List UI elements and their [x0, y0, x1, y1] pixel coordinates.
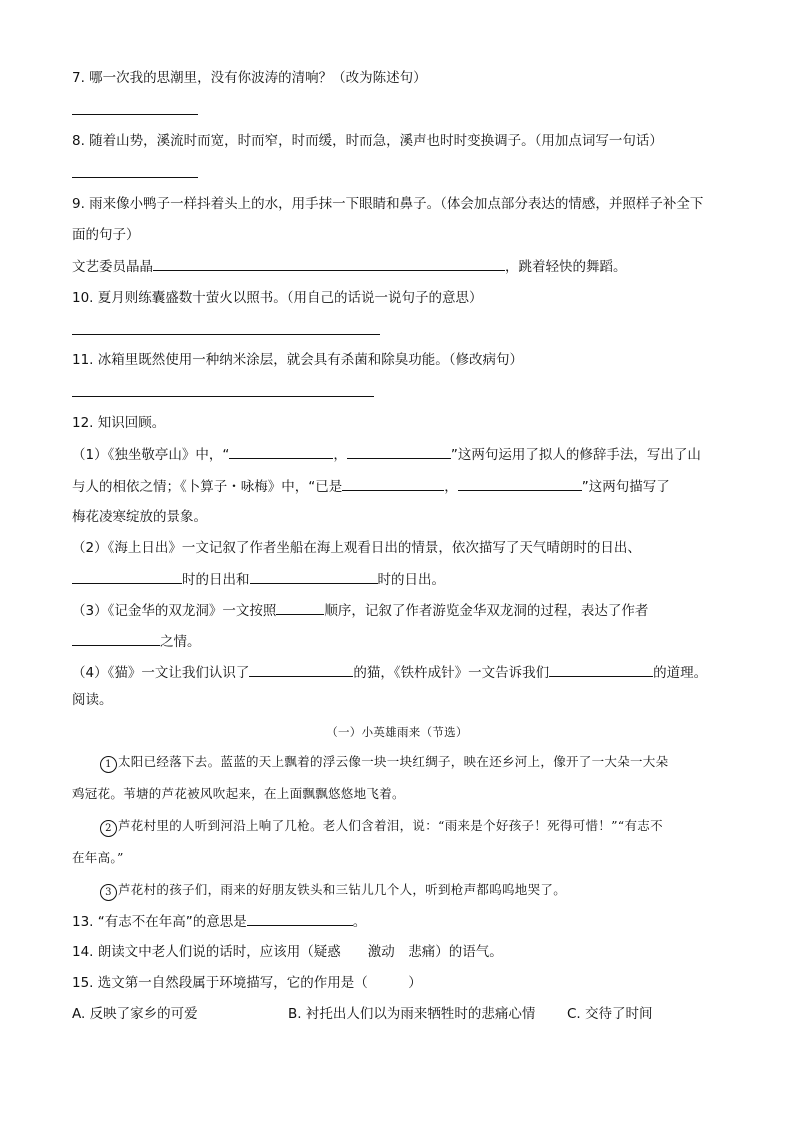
answer-line-10[interactable]	[72, 334, 380, 335]
answer-line-8[interactable]	[72, 177, 198, 178]
text: 之情。	[160, 634, 201, 650]
q15-option-b[interactable]: B. 衬托出人们以为雨来牺牲时的悲痛心情	[288, 1006, 536, 1022]
text: ”这两句运用了拟人的修辞手法，写出了山	[450, 447, 701, 463]
text: 与人的相依之情；《卜算子・咏梅》中，“已是	[72, 479, 343, 495]
text: ，	[444, 479, 458, 495]
blank[interactable]	[72, 631, 160, 646]
text: ，	[333, 447, 347, 463]
q9-blank[interactable]	[153, 256, 505, 271]
question-8: 8. 随着山势，溪流时而宽，时而窄，时而缓，时而急，溪声也时时变换调子。（用加点词写一句话）	[72, 133, 663, 149]
q12-part3-line2	[72, 631, 201, 652]
q12-part3-line1	[72, 600, 648, 621]
question-15: 15. 选文第一自然段属于环境描写，它的作用是（ ）	[72, 975, 422, 991]
blank[interactable]	[229, 444, 333, 459]
question-11: 11. 冰箱里既然使用一种纳米涂层，就会具有杀菌和除臭功能。（修改病句）	[72, 352, 524, 368]
passage-para1-line1	[100, 752, 668, 773]
question-9-line2: 面的句子）	[72, 227, 140, 243]
text: 的猫，《铁杵成针》一文告诉我们	[353, 665, 550, 681]
blank[interactable]	[342, 476, 444, 491]
text: （1）《独坐敬亭山》中，“	[72, 447, 230, 463]
passage-para2-line1	[100, 816, 663, 837]
q12-part2-line2	[72, 569, 445, 590]
para-number-3: 3	[100, 884, 117, 901]
q12-part4	[72, 662, 707, 683]
q15-option-c[interactable]: C. 交待了时间	[567, 1006, 653, 1022]
text: 。	[352, 914, 367, 930]
text: 芦花村里的人听到河沿上响了几枪。老人们含着泪，说：“雨来是个好孩子！死得可惜！”“有志不	[118, 818, 663, 833]
question-7: 7. 哪一次我的思潮里，没有你波涛的清响？（改为陈述句）	[72, 70, 427, 86]
question-14: 14. 朗读文中老人们说的话时，应该用（疑惑 激动 悲痛）的语气。	[72, 944, 503, 960]
passage-para1-line2: 鸡冠花。苇塘的芦花被风吹起来，在上面飘飘悠悠地飞着。	[72, 786, 405, 801]
passage-para3-line1	[100, 880, 566, 901]
q12-part1-line2	[72, 476, 670, 497]
question-9-line1: 9. 雨来像小鸭子一样抖着头上的水，用手抹一下眼睛和鼻子。（体会加点部分表达的情感，并照样子补全下	[72, 196, 704, 212]
para-number-1: 1	[100, 756, 117, 773]
question-12-title: 12. 知识回顾。	[72, 415, 166, 431]
text: 芦花村的孩子们，雨来的好朋友铁头和三钻儿几个人，听到枪声都呜呜地哭了。	[118, 882, 567, 897]
q13-blank[interactable]	[247, 911, 353, 926]
q9-prefix: 文艺委员晶晶	[72, 259, 153, 275]
blank[interactable]	[549, 662, 653, 677]
q12-part1-line1	[72, 444, 701, 465]
reading-label: 阅读。	[72, 692, 113, 708]
text: 的道理。	[653, 665, 708, 681]
q12-part1-line3: 梅花凌寒绽放的景象。	[72, 509, 207, 525]
blank[interactable]	[72, 569, 182, 584]
text: 太阳已经落下去。蓝蓝的天上飘着的浮云像一块一块红绸子，映在还乡河上，像开了一大朵一大朵	[118, 754, 669, 769]
question-13	[72, 911, 366, 932]
text: 13. “有志不在年高”的意思是	[72, 914, 247, 930]
text: 时的日出和	[182, 572, 250, 588]
blank[interactable]	[347, 444, 451, 459]
blank[interactable]	[249, 662, 353, 677]
question-9-fill	[72, 256, 627, 277]
answer-line-7[interactable]	[72, 114, 198, 115]
text: ”这两句描写了	[581, 479, 670, 495]
text: 时的日出。	[377, 572, 445, 588]
q9-suffix: ，跳着轻快的舞蹈。	[505, 259, 627, 275]
blank[interactable]	[458, 476, 582, 491]
q12-part2-line1: （2）《海上日出》一文记叙了作者坐船在海上观看日出的情景，依次描写了天气晴朗时的日出、	[72, 540, 641, 556]
answer-line-11[interactable]	[72, 396, 374, 397]
q15-option-a[interactable]: A. 反映了家乡的可爱	[72, 1006, 198, 1022]
question-10: 10. 夏月则练囊盛数十萤火以照书。（用自己的话说一说句子的意思）	[72, 290, 483, 306]
text: （4）《猫》一文让我们认识了	[72, 665, 250, 681]
passage-para2-line2: 在年高。”	[72, 850, 124, 865]
passage-title: （一）小英雄雨来（节选）	[326, 725, 468, 739]
para-number-2: 2	[100, 820, 117, 837]
blank[interactable]	[250, 569, 378, 584]
blank[interactable]	[276, 600, 324, 615]
text: （3）《记金华的双龙洞》一文按照	[72, 603, 277, 619]
text: 顺序，记叙了作者游览金华双龙洞的过程，表达了作者	[324, 603, 649, 619]
